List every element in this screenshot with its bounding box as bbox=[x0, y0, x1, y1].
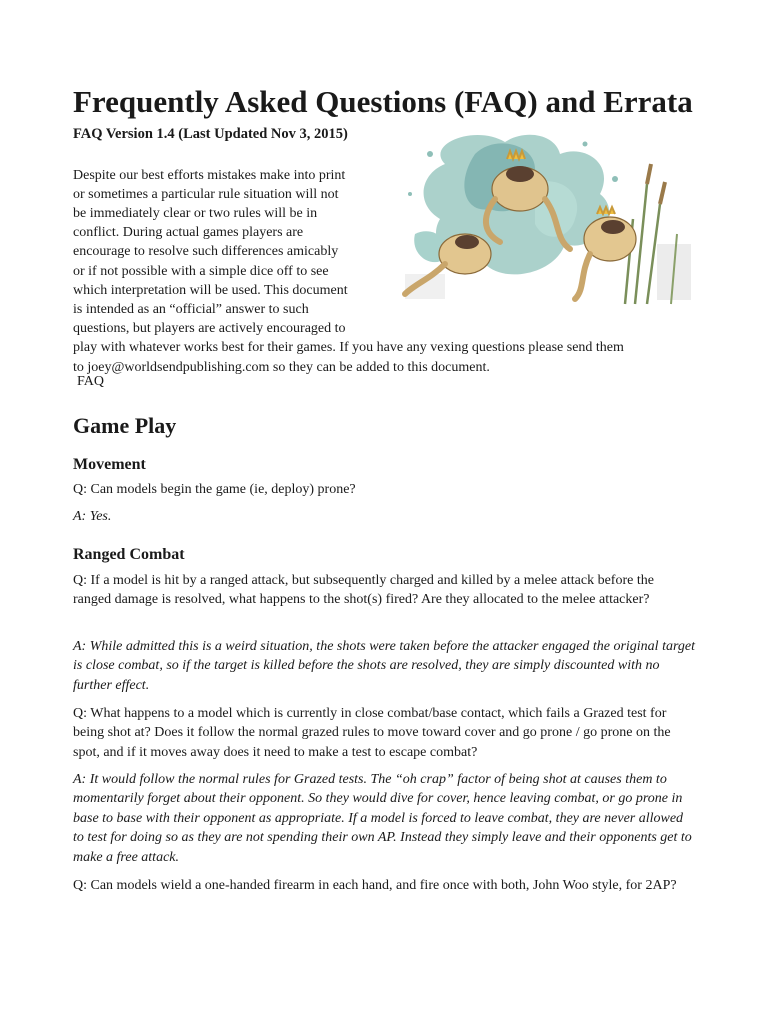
intro-line: or sometimes a particular rule situation will not bbox=[73, 187, 339, 202]
intro-line: which interpretation will be used. This document bbox=[73, 283, 348, 298]
intro-line: or if not possible with a simple dice off to see bbox=[73, 264, 329, 279]
section-heading-game-play: Game Play bbox=[73, 413, 177, 438]
question-text: Q: What happens to a model which is currently in close combat/base contact, which fails a Grazed test for being shot at? Does it follow the normal grazed rules to move toward cover and go prone / go prone on the spot, and if it moves away does it need to make a test to escape combat? bbox=[73, 706, 671, 760]
subheading-ranged-combat: Ranged Combat bbox=[73, 546, 185, 563]
question-text: Q: Can models wield a one-handed firearm in each hand, and fire once with both, John Woo style, for 2AP? bbox=[73, 878, 677, 893]
question-text: Q: Can models begin the game (ie, deploy) prone? bbox=[73, 482, 356, 497]
intro-line: be immediately clear or two rules will be in bbox=[73, 206, 318, 221]
faq-label: FAQ bbox=[77, 374, 104, 389]
answer-text: A: It would follow the normal rules for Grazed tests. The “oh crap” factor of being shot at causes them to momentarily forget about their opponent. So they would dive for cover, hence leaving combat, or go prone in base to base with their opponent as appropriate. If a model is forced to leave combat, they are never allowed to test for doing so as they are not spending their own AP. Instead they simply leave and their opponents get to make a free attack. bbox=[73, 772, 692, 865]
question-text: Q: If a model is hit by a ranged attack, but subsequently charged and killed by a melee attack before the ranged damage is resolved, what happens to the shot(s) fired? Are they allocated to the melee attacker? bbox=[73, 573, 654, 608]
page-title: Frequently Asked Questions (FAQ) and Errata bbox=[73, 84, 693, 119]
intro-line: play with whatever works best for their games. If you have any vexing questions please send them bbox=[73, 340, 624, 355]
intro-line: questions, but players are actively encouraged to bbox=[73, 321, 346, 336]
intro-line: is intended as an “official” answer to such bbox=[73, 302, 309, 317]
intro-line: conflict. During actual games players are bbox=[73, 225, 304, 240]
intro-line: to joey@worldsendpublishing.com so they can be added to this document. bbox=[73, 360, 490, 375]
frog-illustration bbox=[385, 124, 693, 308]
version-line: FAQ Version 1.4 (Last Updated Nov 3, 2015) bbox=[73, 126, 348, 142]
subheading-movement: Movement bbox=[73, 456, 146, 473]
answer-text: A: While admitted this is a weird situation, the shots were taken before the attacker engaged the original target is close combat, so if the target is killed before the shots are resolved, they are simply discounted with no further effect. bbox=[73, 639, 695, 693]
answer-text: A: Yes. bbox=[73, 509, 112, 524]
intro-line: Despite our best efforts mistakes make into print bbox=[73, 168, 346, 183]
intro-line: encourage to resolve such differences amicably bbox=[73, 244, 339, 259]
